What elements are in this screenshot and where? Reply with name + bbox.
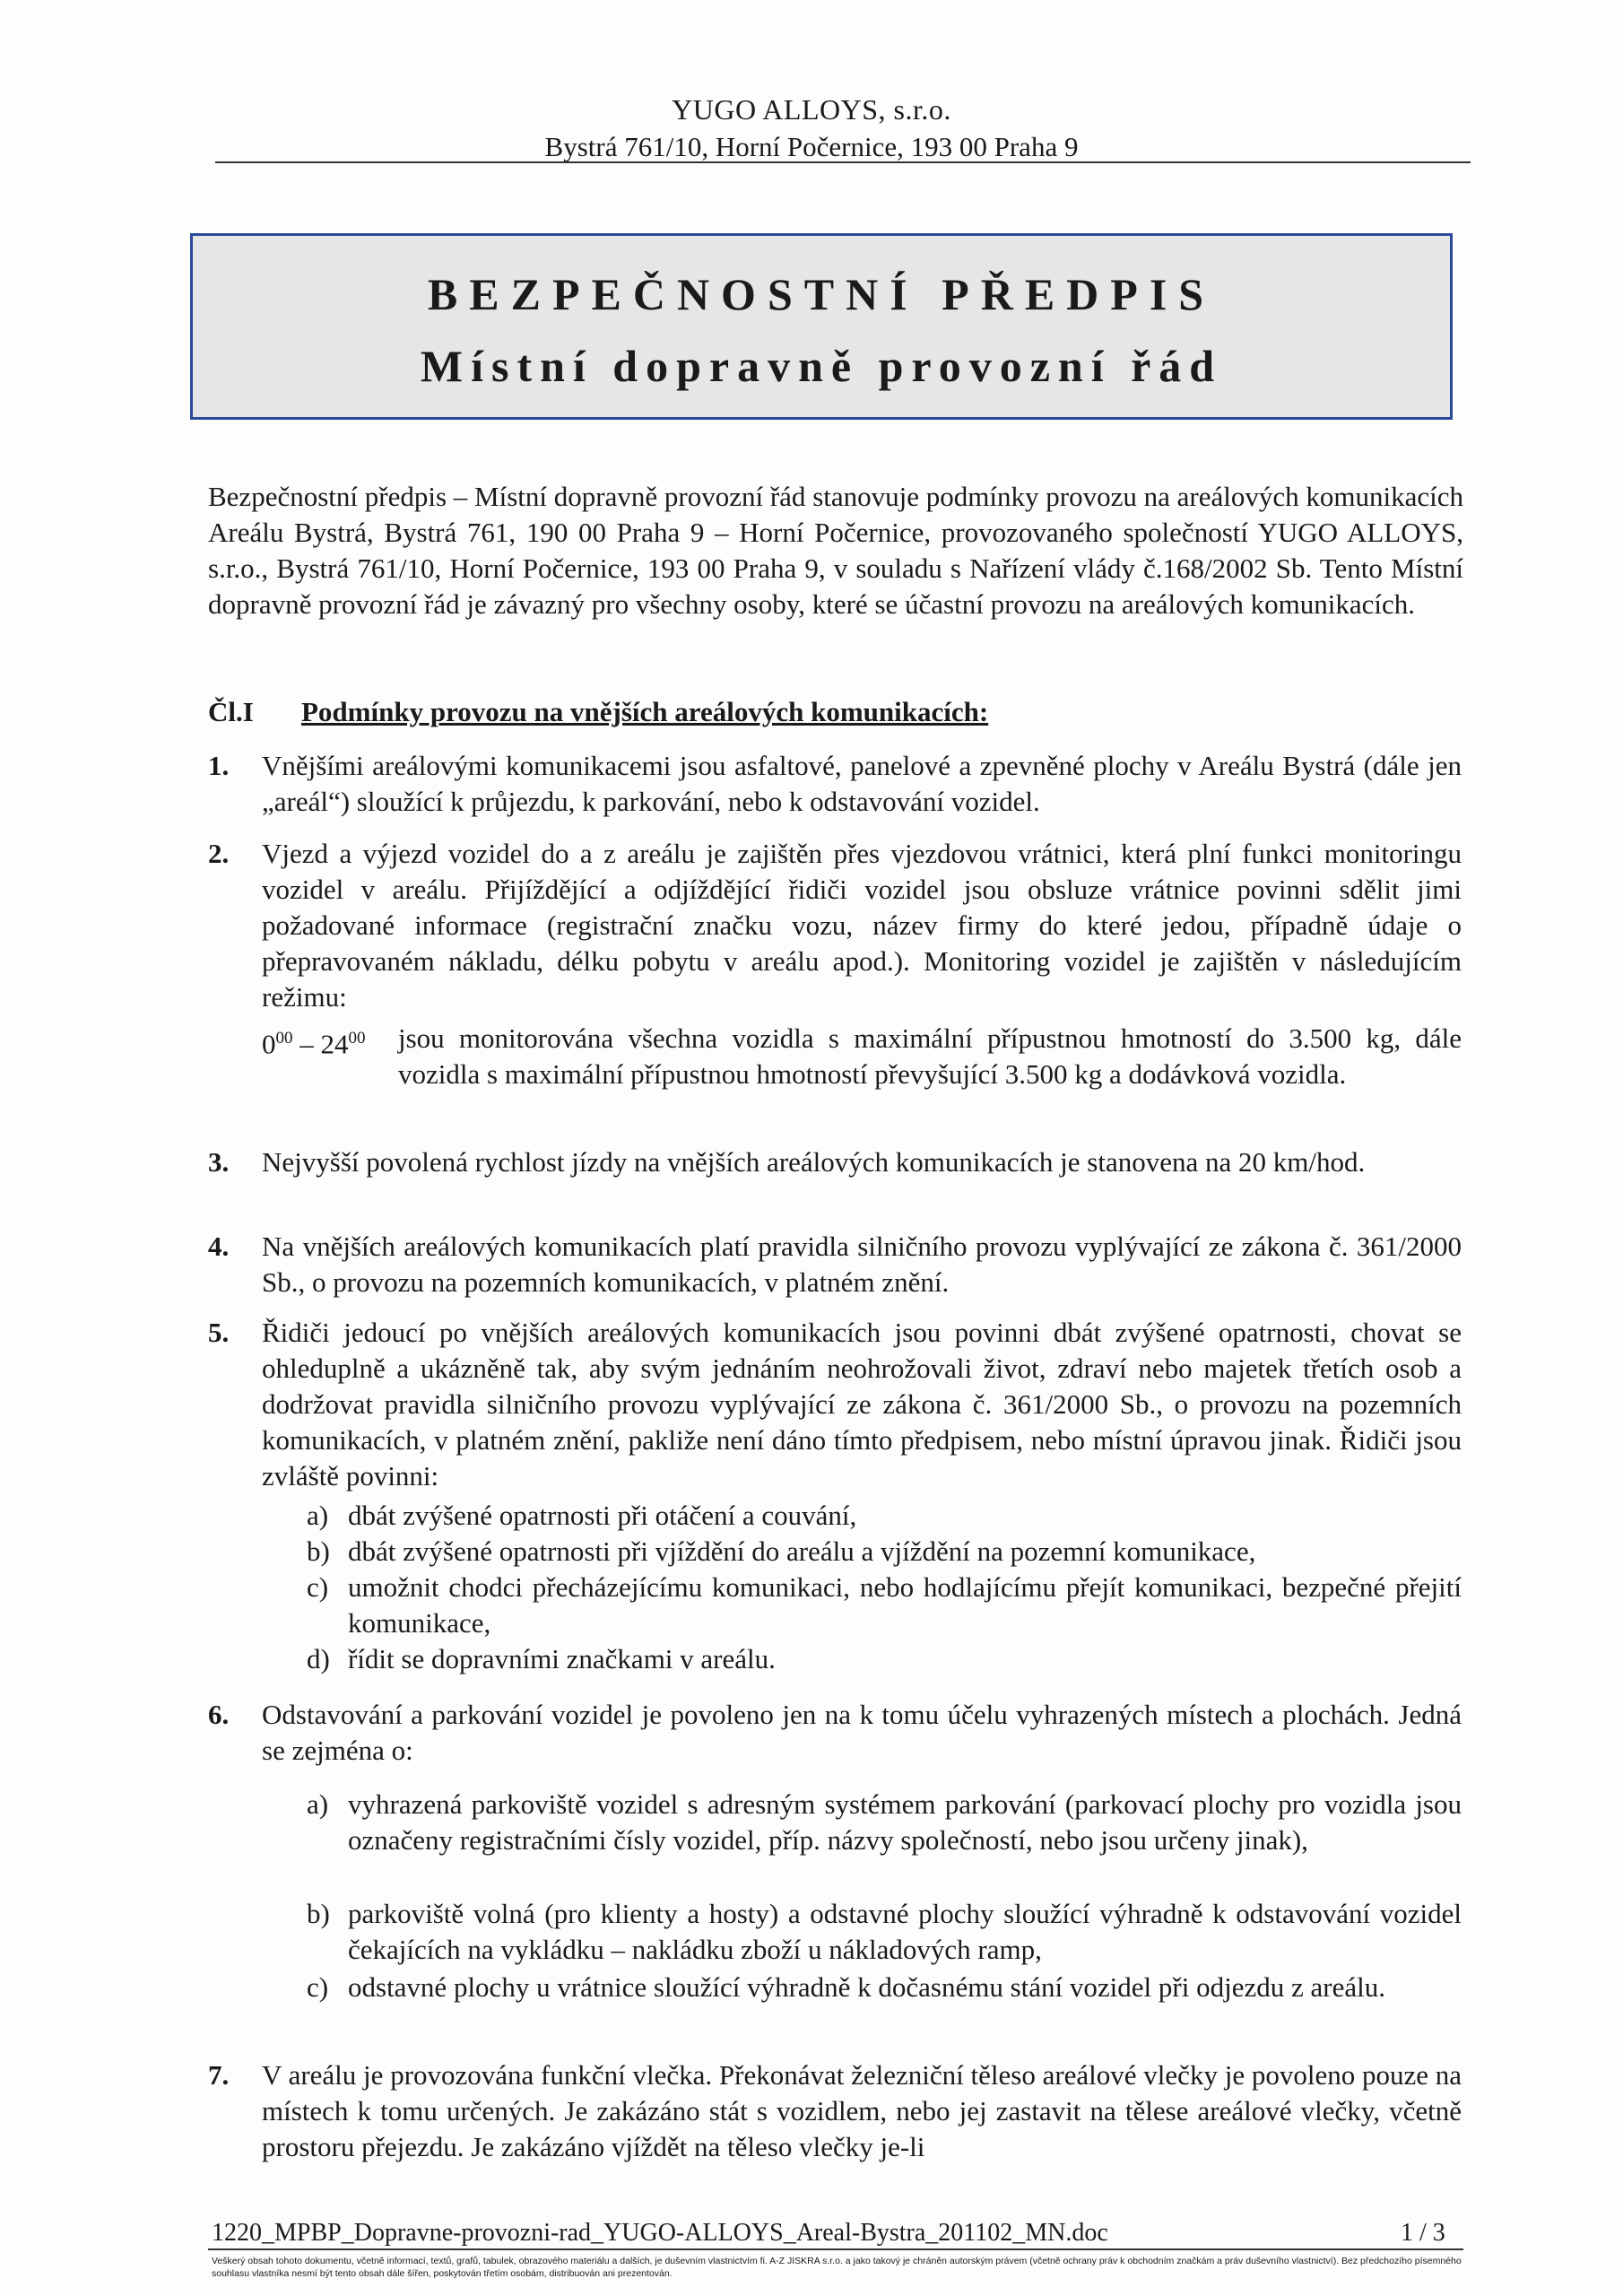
- item-number: 1.: [208, 750, 230, 781]
- item-number: 6.: [208, 1699, 230, 1730]
- subitem-letter: b): [307, 1535, 330, 1567]
- subitem-text: dbát zvýšené opatrnosti při otáčení a couvání,: [348, 1500, 857, 1531]
- subitem-text: řídit se dopravními značkami v areálu.: [348, 1643, 776, 1674]
- monitoring-text: jsou monitorována všechna vozidla s maximální přípustnou hmotností do 3.500 kg, dále vozidla s maximální přípustnou hmotností převyšující 3.500 kg a dodávková vozidla.: [398, 1022, 1462, 1090]
- item-text: Vjezd a výjezd vozidel do a z areálu je zajištěn přes vjezdovou vrátnici, která plní funkci monitoringu vozidel v areálu. Přijíždějící a odjíždějící řidiči vozidel jsou obsluze vrátnice povinni sdělit jimi požadované informace (registrační značku vozu, název firmy do které jedou, případně údaje o přepravovaném nákladu, délku pobytu v areálu apod.). Monitoring vozidel je zajištěn v následujícím režimu:: [262, 838, 1462, 1013]
- subitem-text: umožnit chodci přecházejícímu komunikaci, nebo hodlajícímu přejít komunikaci, bezpečné přejití komunikace,: [348, 1571, 1462, 1639]
- intro-paragraph: Bezpečnostní předpis – Místní dopravně provozní řád stanovuje podmínky provozu na areálových komunikacích Areálu Bystrá, Bystrá 761, 190 00 Praha 9 – Horní Počernice, provozovaného společností YUGO ALLOYS, s.r.o., Bystrá 761/10, Horní Počernice, 193 00 Praha 9, v souladu s Nařízení vlády č.168/2002 Sb. Tento Místní dopravně provozní řád je závazný pro všechny osoby, které se účastní provozu na areálových komunikacích.: [208, 481, 1463, 620]
- article-title: Podmínky provozu na vnějších areálových komunikacích:: [301, 696, 989, 727]
- subitem-text: parkoviště volná (pro klienty a hosty) a odstavné plochy sloužící výhradně k odstavování vozidel čekajících na vykládku – nakládku zboží u nákladových ramp,: [348, 1898, 1462, 1965]
- footer-filename: 1220_MPBP_Dopravne-provozni-rad_YUGO-ALLOYS_Areal-Bystra_201102_MN.doc: [212, 2219, 1108, 2247]
- company-name: YUGO ALLOYS, s.r.o.: [672, 93, 951, 126]
- item-number: 5.: [208, 1317, 230, 1348]
- footer-divider: [208, 2248, 1463, 2250]
- item-text: Řidiči jedoucí po vnějších areálových komunikacích jsou povinni dbát zvýšené opatrnosti, chovat se ohleduplně a ukázněně tak, aby svým jednáním neohrožovali život, zdraví nebo majetek třetích osob a dodržovat pravidla silničního provozu vyplývající ze zákona č. 361/2000 Sb., o provozu na pozemních komunikacích, v platném znění, pakliže není dáno tímto předpisem, nebo místní úpravou jinak. Řidiči jsou zvláště povinni:: [262, 1317, 1462, 1492]
- monitoring-time-range: $0^{00} - 24^{00}$: [262, 1028, 366, 1060]
- document-title: BEZPEČNOSTNÍ PŘEDPIS: [427, 269, 1216, 319]
- subitem-letter: a): [307, 1788, 329, 1820]
- subitem-text: odstavné plochy u vrátnice sloužící výhradně k dočasnému stání vozidel při odjezdu z areálu.: [348, 1971, 1385, 2003]
- subitem-letter: c): [307, 1971, 329, 2003]
- subitem-letter: a): [307, 1500, 329, 1531]
- document-subtitle: Místní dopravně provozní řád: [420, 341, 1223, 391]
- title-box: [190, 233, 1453, 420]
- subitem-letter: c): [307, 1571, 329, 1603]
- subitem-text: vyhrazená parkoviště vozidel s adresným systémem parkování (parkovací plochy pro vozidla jsou označeny registračními čísly vozidel, příp. názvy společností, nebo jsou určeny jinak),: [348, 1788, 1462, 1856]
- item-text: V areálu je provozována funkční vlečka. Překonávat železniční těleso areálové vlečky je povoleno pouze na místech k tomu určených. Je zakázáno stát s vozidlem, nebo jej zastavit na tělese areálové vlečky, včetně prostoru přejezdu. Je zakázáno vjíždět na těleso vlečky je-li: [262, 2059, 1462, 2162]
- subitem-letter: d): [307, 1643, 330, 1674]
- item-text: Odstavování a parkování vozidel je povoleno jen na k tomu účelu vyhrazených místech a plochách. Jedná se zejména o:: [262, 1699, 1462, 1766]
- item-number: 4.: [208, 1231, 230, 1262]
- item-number: 2.: [208, 838, 230, 869]
- item-text: Nejvyšší povolená rychlost jízdy na vnějších areálových komunikacích je stanovena na 20 km/hod.: [262, 1146, 1366, 1178]
- footer-legal-notice: Veškerý obsah tohoto dokumentu, včetně informací, textů, grafů, tabulek, obrazového materiálu a dalších, je duševním vlastnictvím fi. A-Z JISKRA s.r.o. a jako takový je chráněn autorským právem (včetně ochrany práv k obchodním značkám a práv duševního vlastnictví). Bez předchozího písemného souhlasu vlastníka nesmí být tento obsah dále šířen, poskytován třetím osobám, distribuován ani prezentován.: [212, 2256, 1462, 2279]
- company-address: Bystrá 761/10, Horní Počernice, 193 00 Praha 9: [544, 131, 1079, 162]
- page-number: 1 / 3: [1401, 2219, 1445, 2247]
- item-text: Vnějšími areálovými komunikacemi jsou asfaltové, panelové a zpevněné plochy v Areálu Bystrá (dále jen „areál“) sloužící k průjezdu, k parkování, nebo k odstavování vozidel.: [262, 750, 1462, 817]
- item-text: Na vnějších areálových komunikacích platí pravidla silničního provozu vyplývající ze zákona č. 361/2000 Sb., o provozu na pozemních komunikacích, v platném znění.: [262, 1231, 1462, 1298]
- item-number: 3.: [208, 1146, 230, 1178]
- subitem-text: dbát zvýšené opatrnosti při vjíždění do areálu a vjíždění na pozemní komunikace,: [348, 1535, 1256, 1567]
- subitem-letter: b): [307, 1898, 330, 1929]
- item-number: 7.: [208, 2059, 230, 2091]
- article-number: Čl.I: [208, 696, 254, 727]
- header-divider: [215, 161, 1471, 163]
